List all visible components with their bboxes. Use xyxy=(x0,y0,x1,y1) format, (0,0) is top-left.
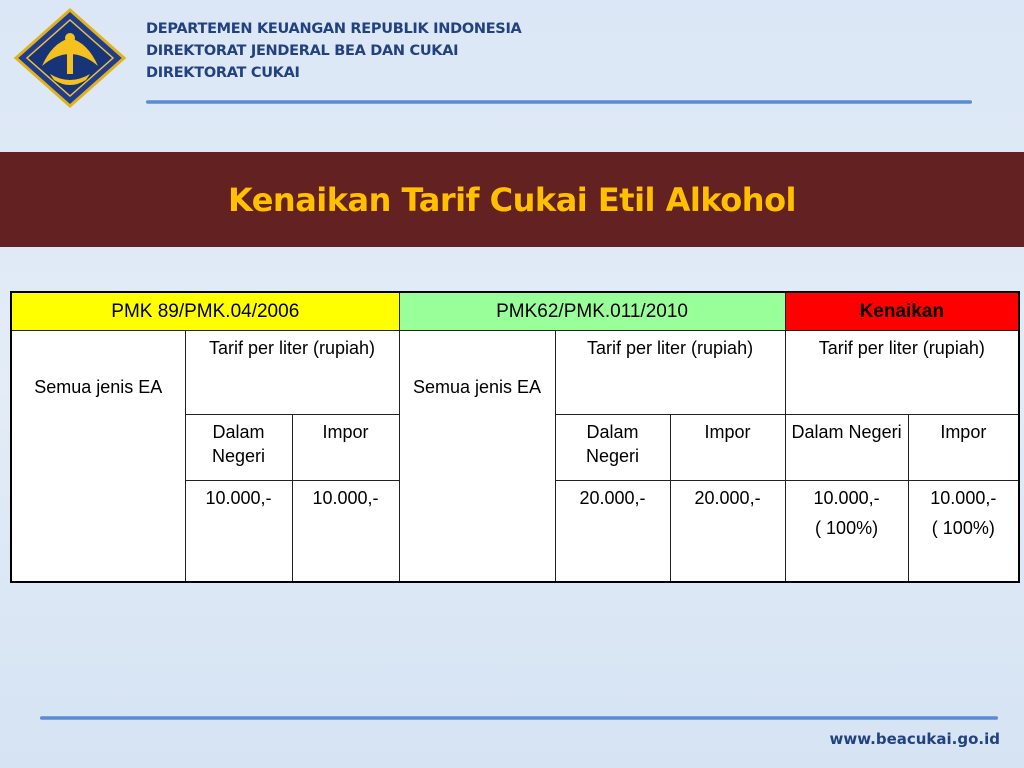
subheader-dalam-negeri-2006: Dalam Negeri xyxy=(185,415,292,481)
value-impor-2010: 20.000,- xyxy=(670,481,785,583)
subheader-impor-kenaikan: Impor xyxy=(908,415,1019,481)
subheader-dalam-negeri-kenaikan: Dalam Negeri xyxy=(785,415,908,481)
footer-divider xyxy=(40,716,998,720)
kemenkeu-logo-icon xyxy=(12,8,128,108)
subheader-impor-2010: Impor xyxy=(670,415,785,481)
header-divider xyxy=(146,100,972,104)
kenaikan-dalam-negeri-percent: ( 100%) xyxy=(815,518,879,538)
table-row xyxy=(11,331,1019,415)
department-line-3: DIREKTORAT CUKAI xyxy=(146,65,300,81)
row-label-2006 xyxy=(11,331,185,583)
value-impor-2006: 10.000,- xyxy=(292,481,399,583)
value-dalam-negeri-kenaikan xyxy=(785,481,908,583)
subheader-dalam-negeri-2010: Dalam Negeri xyxy=(555,415,670,481)
table-header-row xyxy=(11,292,1019,331)
slide-title: Kenaikan Tarif Cukai Etil Alkohol xyxy=(227,180,797,219)
department-header xyxy=(146,18,521,84)
row-label-2010-text: Semua jenis EA xyxy=(412,377,542,397)
department-line-2: DIREKTORAT JENDERAL BEA DAN CUKAI xyxy=(146,43,459,59)
rate-label-2010: Tarif per liter (rupiah) xyxy=(555,331,785,415)
row-label-2010 xyxy=(399,331,555,583)
subheader-impor-2006: Impor xyxy=(292,415,399,481)
header-pmk-2010: PMK62/PMK.011/2010 xyxy=(399,292,785,331)
rate-label-2006: Tarif per liter (rupiah) xyxy=(185,331,399,415)
value-impor-kenaikan xyxy=(908,481,1019,583)
tariff-table xyxy=(10,291,1020,583)
header-kenaikan: Kenaikan xyxy=(785,292,1019,331)
value-dalam-negeri-2010: 20.000,- xyxy=(555,481,670,583)
value-dalam-negeri-2006: 10.000,- xyxy=(185,481,292,583)
title-banner xyxy=(0,152,1024,247)
rate-label-kenaikan: Tarif per liter (rupiah) xyxy=(785,331,1019,415)
department-line-1: DEPARTEMEN KEUANGAN REPUBLIK INDONESIA xyxy=(146,21,522,37)
row-label-2006-text: Semua jenis EA xyxy=(34,377,163,397)
kenaikan-impor-amount: 10.000,- xyxy=(930,488,997,508)
kenaikan-impor-percent: ( 100%) xyxy=(931,518,995,538)
header-pmk-2006: PMK 89/PMK.04/2006 xyxy=(11,292,399,331)
website-link[interactable]: www.beacukai.go.id xyxy=(829,730,1000,748)
kenaikan-dalam-negeri-amount: 10.000,- xyxy=(813,488,880,508)
